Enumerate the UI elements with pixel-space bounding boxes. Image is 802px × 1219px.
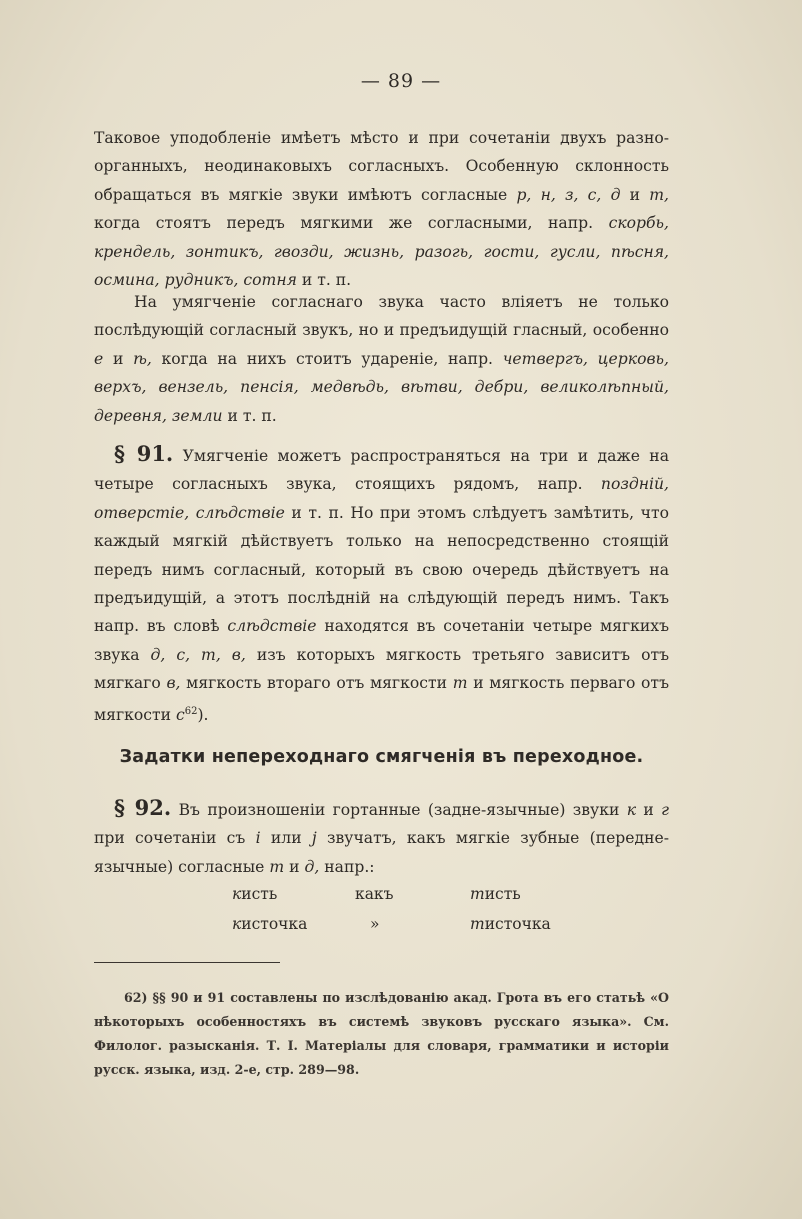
italic-run: ѣ, bbox=[133, 349, 152, 368]
text-run: и т. п. Но при этомъ слѣдуетъ замѣтить, что каждый мягкій дѣйствуетъ только на непосредственно стоящій передъ нимъ согласный, который въ свою очередь дѣйствуетъ на предъидущій, а этотъ послѣдній на слѣдующій передъ нимъ. Такъ напр. въ словѣ bbox=[94, 503, 669, 636]
footnote-divider bbox=[94, 962, 280, 963]
italic-run: д, bbox=[304, 857, 320, 876]
text-run: изъ которыхъ мягкость третьяго зависитъ отъ мягкаго bbox=[94, 645, 669, 693]
italic-run: в, bbox=[166, 674, 181, 693]
text-run: ). bbox=[197, 705, 209, 724]
text-run: и bbox=[103, 349, 134, 368]
example-word-a: кисточка bbox=[232, 915, 308, 933]
italic-run: четвергъ, церковь, верхъ, вензель, пенсія, медвѣдь, вѣтви, дебри, великолѣпный, деревня, земли bbox=[94, 349, 669, 425]
footnote-ref[interactable]: 62 bbox=[184, 705, 198, 717]
footnote bbox=[94, 986, 669, 1082]
example-connector: » bbox=[370, 915, 380, 933]
text-run: когда стоятъ передъ мягкими же согласными, напр. bbox=[94, 214, 609, 233]
italic-run: д, с, т, в, bbox=[150, 645, 246, 664]
section-number: § 91. bbox=[114, 441, 174, 466]
italic-run: поздній, отверстіе, слѣдствіе bbox=[94, 475, 669, 522]
italic-run: т, bbox=[649, 185, 669, 204]
italic-run: г bbox=[661, 801, 669, 819]
example-connector: какъ bbox=[355, 885, 394, 903]
text-run: напр.: bbox=[319, 857, 375, 876]
section-heading: Задатки непереходнаго смягченія въ переходное. bbox=[119, 747, 644, 767]
text-run: Въ произношеніи гортанные (задне-язычные) звуки bbox=[171, 801, 627, 819]
paragraph-2 bbox=[94, 288, 669, 430]
footnote-text: 62) §§ 90 и 91 составлены по изслѣдованію акад. Грота въ его статьѣ «О нѣкоторыхъ особенностяхъ въ системѣ звуковъ русскаго языка». См. Филолог. разысканія. Т. I. Матеріалы для словаря, грамматики и исторіи русск. языка, изд. 2-е, стр. 289—98. bbox=[94, 990, 669, 1077]
text-run: и bbox=[284, 857, 305, 876]
italic-run: р, н, з, с, д bbox=[516, 185, 621, 204]
text-run: Таковое уподобленіе имѣетъ мѣсто и при сочетаніи двухъ разно-органныхъ, неодинаковыхъ согласныхъ. Особенную склонность обращаться въ мягкіе звуки имѣютъ согласные bbox=[94, 129, 669, 204]
italic-run: т bbox=[269, 857, 285, 876]
italic-run: слѣдствіе bbox=[227, 617, 317, 636]
text-run: и bbox=[620, 185, 650, 204]
example-word-a: кисть bbox=[232, 885, 278, 903]
text-run: при сочетаніи съ bbox=[94, 829, 256, 848]
text-run: и т. п. bbox=[296, 271, 352, 290]
text-run: и т. п. bbox=[222, 406, 277, 425]
italic-run: i bbox=[255, 829, 261, 848]
text-run: На умягченіе согласнаго звука часто вліяетъ не только послѣдующій согласный звукъ, но и предъидущій гласный, особенно bbox=[94, 293, 669, 340]
italic-run: с bbox=[175, 705, 185, 724]
text-run: звучатъ, какъ мягкіе зубные (передне-язычные) согласные bbox=[94, 829, 669, 876]
italic-run: к bbox=[626, 801, 637, 819]
italic-run: j bbox=[311, 829, 317, 848]
text-run: когда на нихъ стоитъ удареніе, напр. bbox=[151, 349, 503, 368]
example-word-b: тисточка bbox=[470, 915, 551, 933]
paragraph-1 bbox=[94, 124, 669, 294]
text-run: или bbox=[260, 829, 312, 848]
text-run: находятся въ сочетаніи четыре мягкихъ звука bbox=[94, 617, 669, 664]
page-number: — 89 — bbox=[360, 70, 442, 92]
italic-run: е bbox=[94, 349, 104, 368]
text-run: и bbox=[636, 801, 662, 819]
text-run: Умягченіе можетъ распространяться на три и даже на четыре согласныхъ звука, стоящихъ рядомъ, напр. bbox=[94, 447, 669, 494]
paragraph-section-91 bbox=[94, 440, 669, 729]
example-word-b: тисть bbox=[470, 885, 521, 903]
text-run: и мягкость перваго отъ мягкости bbox=[94, 674, 669, 724]
paragraph-section-92 bbox=[94, 794, 669, 881]
section-number: § 92. bbox=[114, 795, 172, 820]
text-run: мягкость втораго отъ мягкости bbox=[180, 674, 453, 693]
italic-run: скорбь, крендель, зонтикъ, гвозди, жизнь, разогь, гости, гусли, пѣсня, осмина, рудникъ, сотня bbox=[94, 214, 669, 290]
italic-run: т bbox=[452, 674, 468, 693]
